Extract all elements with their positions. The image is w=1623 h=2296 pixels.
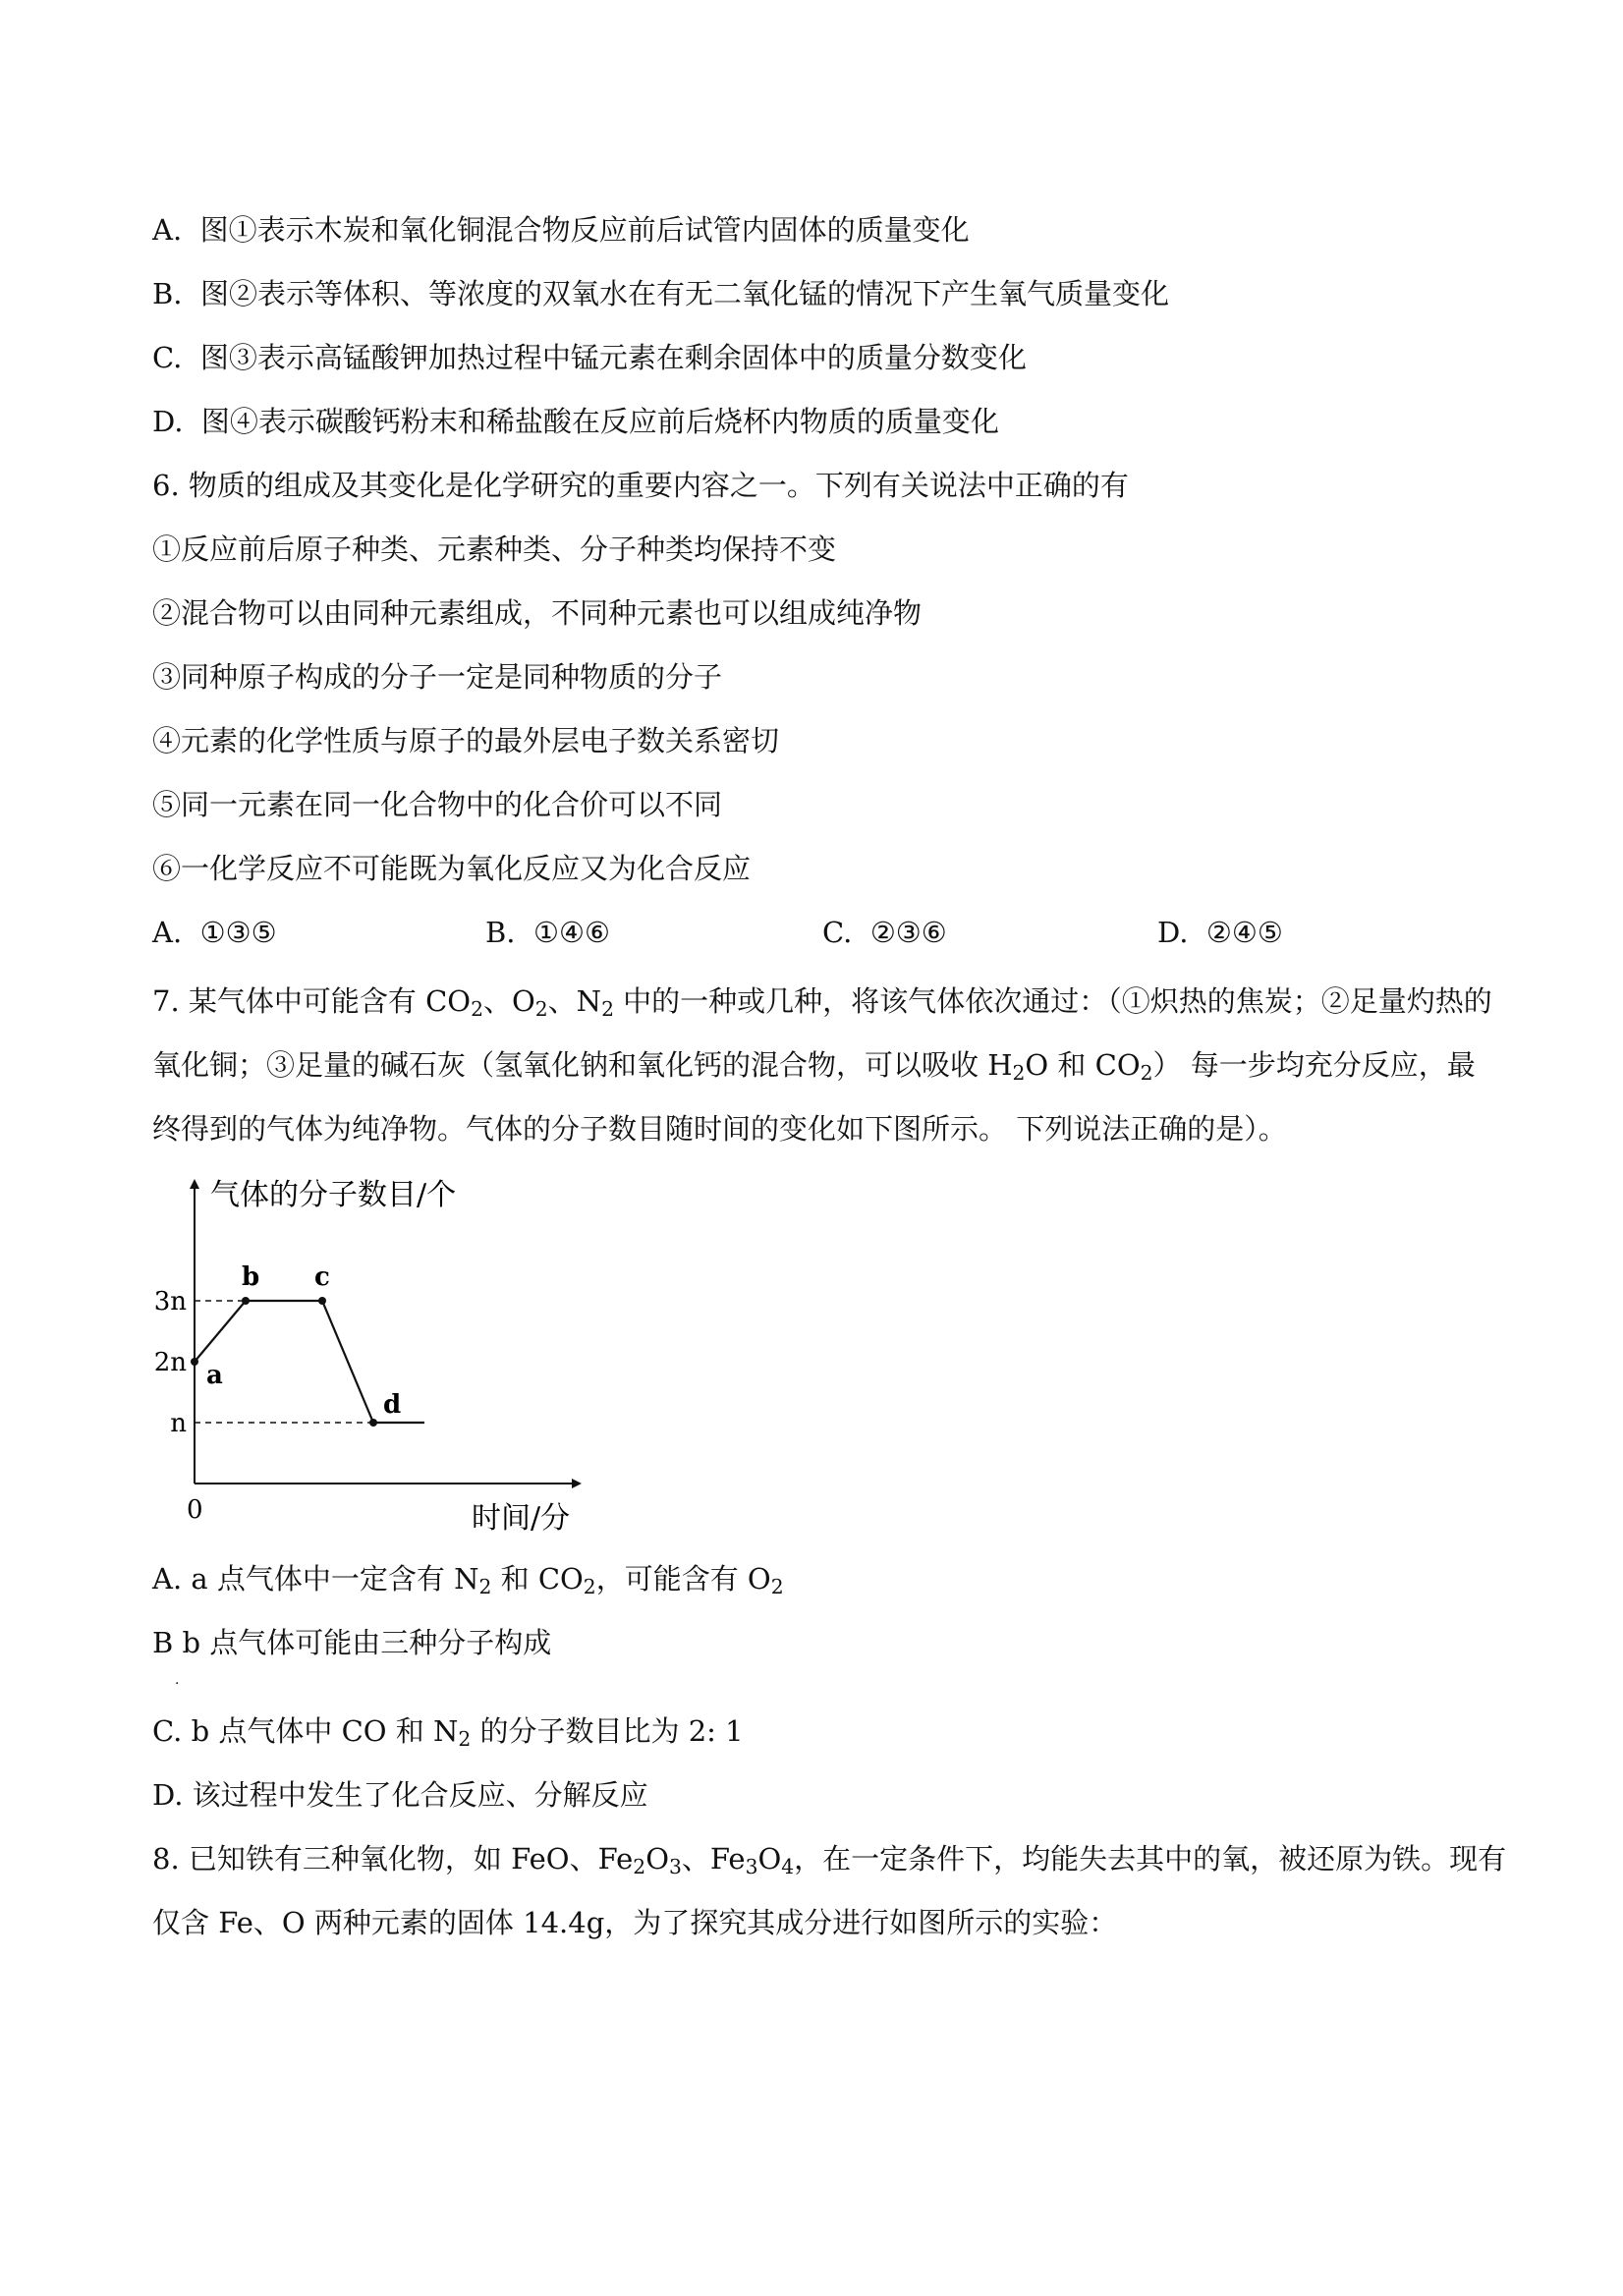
q5-option-a: A. 图①表示木炭和氧化铜混合物反应前后试管内固体的质量变化: [152, 213, 970, 247]
q7-stem-line-2: 氧化铜；③足量的碱石灰（氢氧化钠和氧化钙的混合物，可以吸收 $H_2O$ 和 $CO_2$） 每一步均充分反应，最: [152, 1048, 1476, 1086]
q6-option-b: B. ①④⑥: [485, 916, 610, 949]
q6-statement-5: ⑤同一元素在同一化合物中的化合价可以不同: [152, 788, 723, 821]
q8-stem-line-2: 仅含 Fe、O 两种元素的固体 14.4g，为了探究其成分进行如图所示的实验：: [152, 1906, 1118, 1939]
q5-option-b: B. 图②表示等体积、等浓度的双氧水在有无二氧化锰的情况下产生氧气质量变化: [152, 277, 1169, 310]
y-tick-label-n: n: [170, 1409, 187, 1438]
q6-stem: 6. 物质的组成及其变化是化学研究的重要内容之一。下列有关说法中正确的有: [152, 469, 1129, 502]
q5-option-d: D. 图④表示碳酸钙粉末和稀盐酸在反应前后烧杯内物质的质量变化: [152, 405, 999, 438]
y-axis-label: 气体的分子数目/个: [210, 1178, 457, 1212]
point-label-b: b: [242, 1262, 260, 1292]
q6-statement-6: ⑥一化学反应不可能既为氧化反应又为化合反应: [152, 852, 752, 885]
q7-option-d: D. 该过程中发生了化合反应、分解反应: [152, 1778, 648, 1812]
q6-statement-2: ②混合物可以由同种元素组成，不同种元素也可以组成纯净物: [152, 596, 923, 630]
point-c: [318, 1297, 326, 1305]
q6-option-d: D. ②④⑤: [1157, 916, 1283, 949]
point-label-a: a: [206, 1361, 223, 1390]
q7-option-a: A. a 点气体中一定含有 $N_2$ 和 $CO_2$，可能含有 $O_2$: [152, 1562, 784, 1599]
stray-dot: ·: [175, 1676, 180, 1692]
q8-stem-line-1: 8. 已知铁有三种氧化物，如 FeO、$Fe_2O_3$、$Fe_3O_4$，在一定条件下，均能失去其中的氧，被还原为铁。现有: [152, 1842, 1507, 1879]
point-b: [242, 1297, 250, 1305]
q5-option-c: C. 图③表示高锰酸钾加热过程中锰元素在剩余固体中的质量分数变化: [152, 341, 1027, 374]
q6-statement-4: ④元素的化学性质与原子的最外层电子数关系密切: [152, 724, 780, 757]
origin-label: 0: [187, 1495, 203, 1525]
q6-option-c: C. ②③⑥: [822, 916, 947, 949]
q6-statement-1: ①反应前后原子种类、元素种类、分子种类均保持不变: [152, 532, 837, 566]
point-label-c: c: [314, 1262, 330, 1292]
point-label-d: d: [383, 1390, 402, 1420]
q7-option-c: C. b 点气体中 CO 和 $N_2$ 的分子数目比为 2: 1: [152, 1714, 744, 1752]
point-a: [191, 1358, 198, 1366]
q7-option-b: B b 点气体可能由三种分子构成: [152, 1626, 552, 1659]
point-d: [369, 1419, 377, 1427]
q6-option-a: A. ①③⑤: [152, 916, 277, 949]
x-axis-label: 时间/分: [472, 1501, 571, 1536]
molecule-count-chart: [147, 1169, 599, 1538]
y-tick-label-3n: 3n: [153, 1287, 187, 1316]
q7-stem-line-1: 7. 某气体中可能含有 $CO_2$、$O_2$、$N_2$ 中的一种或几种，将该气体依次通过：（①炽热的焦炭；②足量灼热的: [152, 984, 1492, 1022]
q6-statement-3: ③同种原子构成的分子一定是同种物质的分子: [152, 660, 723, 694]
q7-stem-line-3: 终得到的气体为纯净物。气体的分子数目随时间的变化如下图所示。 下列说法正确的是）。: [152, 1112, 1287, 1146]
y-tick-label-2n: 2n: [153, 1348, 187, 1377]
